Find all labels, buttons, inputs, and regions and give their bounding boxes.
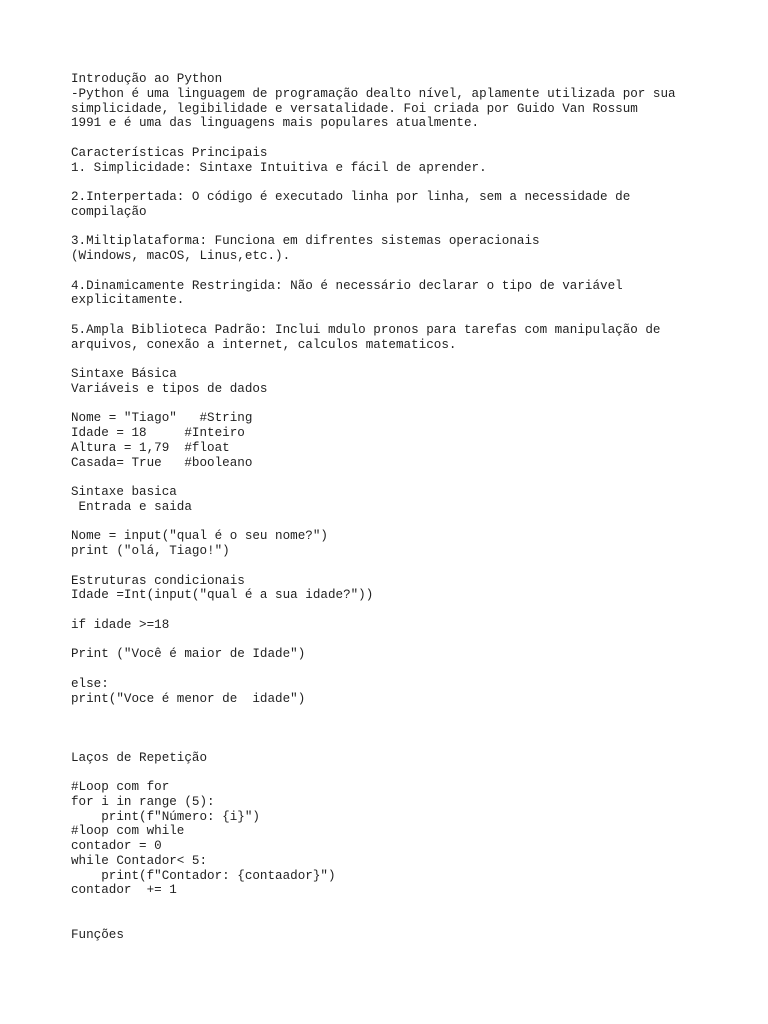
doc-line xyxy=(71,264,751,279)
doc-line: simplicidade, legibilidade e versatalidade. Foi criada por Guido Van Rossum xyxy=(71,101,638,116)
doc-line xyxy=(71,470,751,485)
doc-line xyxy=(71,706,751,721)
doc-line: print ("olá, Tiago!") xyxy=(71,544,230,558)
doc-line: print(f"Contador: {contaador}") xyxy=(71,868,336,883)
doc-line xyxy=(71,633,751,648)
doc-line: Nome = "Tiago" #String xyxy=(71,411,253,426)
doc-line: Idade =Int(input("qual é a sua idade?")) xyxy=(71,588,374,603)
doc-line: if idade >=18 xyxy=(71,617,170,632)
doc-line: 1. Simplicidade: Sintaxe Intuitiva e fácil de aprender. xyxy=(71,160,487,175)
doc-line xyxy=(71,397,751,412)
doc-line xyxy=(71,736,751,751)
doc-line xyxy=(71,515,751,530)
doc-line: Print ("Você é maior de Idade") xyxy=(71,647,306,662)
doc-line xyxy=(71,765,751,780)
doc-line: #loop com while xyxy=(71,824,185,839)
doc-line xyxy=(71,913,751,928)
doc-line: Altura = 1,79 #float xyxy=(71,440,230,455)
doc-line xyxy=(71,220,751,235)
doc-line: explicitamente. xyxy=(71,293,185,308)
doc-line xyxy=(71,308,751,323)
doc-line: 1991 e é uma das linguagens mais populares atualmente. xyxy=(71,116,480,131)
doc-line: Entrada e saida xyxy=(71,499,192,514)
doc-line xyxy=(71,131,751,146)
doc-line xyxy=(71,721,751,736)
doc-line: Laços de Repetição xyxy=(71,750,208,765)
doc-line: 2.Interpertada: O código é executado linha por linha, sem a necessidade de xyxy=(71,190,631,204)
doc-line: else: xyxy=(71,676,109,691)
doc-line: Introdução ao Python xyxy=(71,72,223,86)
doc-line: Idade = 18 #Inteiro xyxy=(71,426,245,440)
doc-line: Características Principais xyxy=(71,145,268,160)
doc-line: Sintaxe Básica xyxy=(71,367,177,381)
doc-line: compilação xyxy=(71,204,147,219)
doc-line xyxy=(71,898,751,913)
doc-line: contador = 0 xyxy=(71,839,162,853)
doc-line: #Loop com for xyxy=(71,780,170,794)
doc-line xyxy=(71,662,751,677)
doc-line: Casada= True #booleano xyxy=(71,455,253,470)
doc-line: Sintaxe basica xyxy=(71,485,177,499)
doc-line: print(f"Número: {i}") xyxy=(71,809,260,824)
doc-line: Variáveis e tipos de dados xyxy=(71,381,268,396)
doc-line: 5.Ampla Biblioteca Padrão: Inclui mdulo pronos para tarefas com manipulação de xyxy=(71,322,661,337)
doc-line: print("Voce é menor de idade") xyxy=(71,691,306,706)
doc-line: while Contador< 5: xyxy=(71,853,208,868)
doc-line: (Windows, macOS, Linus,etc.). xyxy=(71,249,291,263)
document-page xyxy=(71,72,751,942)
doc-line: 4.Dinamicamente Restringida: Não é necessário declarar o tipo de variável xyxy=(71,278,623,293)
doc-line: for i in range (5): xyxy=(71,794,215,809)
doc-line: Funções xyxy=(71,927,124,942)
doc-line: contador += 1 xyxy=(71,883,177,898)
doc-line: -Python é uma linguagem de programação dealto nível, aplamente utilizada por sua xyxy=(71,86,676,101)
doc-line xyxy=(71,559,751,574)
doc-line: arquivos, conexão a internet, calculos matematicos. xyxy=(71,337,457,352)
doc-line xyxy=(71,352,751,367)
doc-line: 3.Miltiplataforma: Funciona em difrentes sistemas operacionais xyxy=(71,234,540,249)
doc-line: Nome = input("qual é o seu nome?") xyxy=(71,529,328,544)
doc-line xyxy=(71,175,751,190)
doc-line xyxy=(71,603,751,618)
doc-line: Estruturas condicionais xyxy=(71,573,245,588)
